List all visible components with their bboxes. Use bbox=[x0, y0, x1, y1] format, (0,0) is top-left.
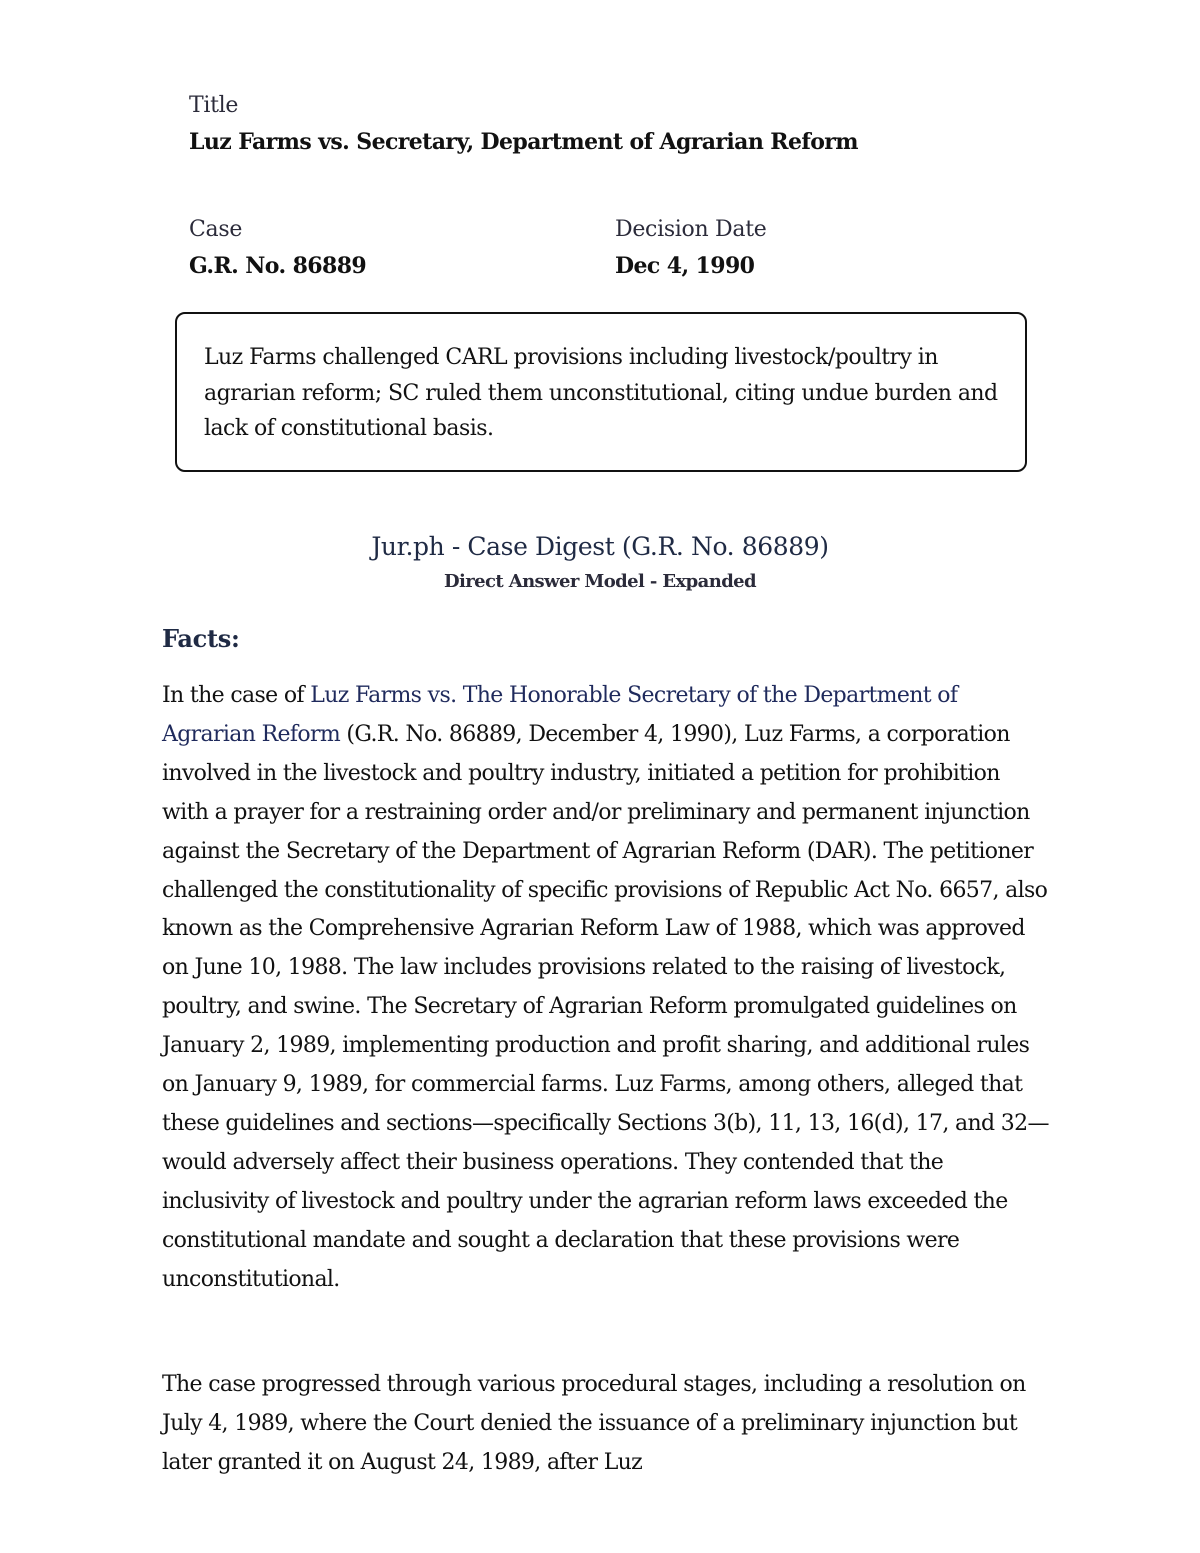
digest-subtitle: Direct Answer Model - Expanded bbox=[443, 571, 757, 592]
facts-paragraph-1 bbox=[162, 677, 1052, 1300]
summary-text: Luz Farms challenged CARL provisions including livestock/poultry in agrarian reform; SC ruled them unconstitutional, citing undue burden and lack of constitutional basis. bbox=[204, 345, 998, 441]
case-name-link[interactable]: Luz Farms vs. The Honorable Secretary of the Department of Agrarian Reform bbox=[162, 683, 958, 747]
case-label: Case bbox=[189, 217, 243, 242]
title-value: Luz Farms vs. Secretary, Department of Agrarian Reform bbox=[189, 129, 858, 155]
facts-heading: Facts: bbox=[162, 624, 240, 653]
facts-paragraph-1-prefix: In the case of bbox=[162, 683, 311, 708]
summary-box bbox=[175, 312, 1027, 472]
facts-paragraph-1-body: (G.R. No. 86889, December 4, 1990), Luz Farms, a corporation involved in the livestock and poultry industry, initiated a petition for prohibition with a prayer for a restraining order and/or preliminary and permanent injunction against the Secretary of the Department of Agrarian Reform (DAR). The petitioner challenged the constitutionality of specific provisions of Republic Act No. 6657, also known as the Comprehensive Agrarian Reform Law of 1988, which was approved on June 10, 1988. The law includes provisions related to the raising of livestock, poultry, and swine. The Secretary of Agrarian Reform promulgated guidelines on January 2, 1989, implementing production and profit sharing, and additional rules on January 9, 1989, for commercial farms. Luz Farms, among others, alleged that these guidelines and sections—specifically Sections 3(b), 11, 13, 16(d), 17, and 32—would adversely affect their business operations. They contended that the inclusivity of livestock and poultry under the agrarian reform laws exceeded the constitutional mandate and sought a declaration that these provisions were unconstitutional. bbox=[162, 721, 1049, 1292]
decision-date-value: Dec 4, 1990 bbox=[615, 253, 755, 279]
digest-title: Jur.ph - Case Digest (G.R. No. 86889) bbox=[371, 532, 829, 561]
title-label: Title bbox=[189, 93, 239, 118]
decision-date-label: Decision Date bbox=[615, 217, 767, 242]
case-value: G.R. No. 86889 bbox=[189, 253, 367, 279]
facts-paragraph-2: The case progressed through various procedural stages, including a resolution on July 4, 1989, where the Court denied the issuance of a preliminary injunction but later granted it on August 24, 1989, after Luz bbox=[162, 1372, 1026, 1475]
